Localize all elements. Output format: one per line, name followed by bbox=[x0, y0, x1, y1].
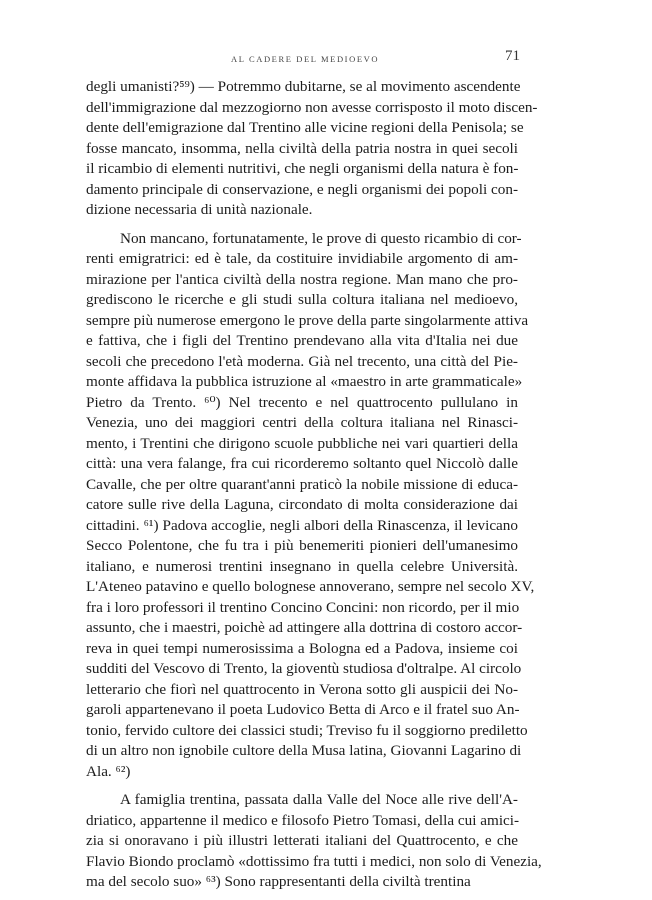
text-line: Ala. ⁶²) bbox=[86, 762, 131, 780]
text-line: ma del secolo suo» ⁶³) Sono rappresentanti della civiltà trentina bbox=[86, 873, 471, 890]
text-line: città: una vera falange, fra cui ricorderemo soltanto quel Niccolò dalle bbox=[86, 455, 518, 472]
text-line: Secco Polentone, che fu tra i più benemeriti pionieri dell'umanesimo bbox=[86, 537, 518, 554]
page-number: 71 bbox=[505, 48, 520, 64]
text-line: dizione necessaria di unità nazionale. bbox=[86, 201, 313, 218]
text-line: Pietro da Trento. ⁶⁰) Nel trecento e nel quattrocento pullulano in bbox=[86, 393, 518, 411]
text-line: mento, i Trentini che dirigono scuole pubbliche nei vari quartieri della bbox=[86, 434, 518, 452]
text-line: garoli appartenevano il poeta Ludovico Betta di Arco e il fratel suo An- bbox=[86, 701, 520, 718]
text-line: sempre più numerose emergono le prove della parte singolarmente attiva bbox=[86, 311, 529, 329]
text-line: assunto, che i maestri, poichè ad attingere alla dottrina di costoro accor- bbox=[86, 619, 523, 636]
text-line: Cavalle, che per oltre quarant'anni praticò la nobile missione di educa- bbox=[86, 475, 518, 493]
text-line: L'Ateneo patavino e quello bolognese annoverano, sempre nel secolo XV, bbox=[86, 578, 535, 595]
text-line: Flavio Biondo proclamò «dottissimo fra tutti i medici, non solo di Venezia, bbox=[86, 852, 542, 870]
text-line: secoli che precedono l'età moderna. Già nel trecento, una città del Pie- bbox=[86, 352, 518, 370]
text-line: zia si onoravano i più illustri letterati italiani del Quattrocento, e che bbox=[86, 832, 518, 849]
text-line: italiano, e numerosi trentini insegnano in quella celebre Università. bbox=[86, 557, 518, 575]
text-line: tonio, fervido cultore dei classici studi; Treviso fu il soggiorno prediletto bbox=[86, 721, 528, 739]
text-line: driatico, appartenne il medico e filosofo Pietro Tomasi, della cui amici- bbox=[86, 811, 520, 829]
text-line: cittadini. ⁶¹) Padova accoglie, negli albori della Rinascenza, il levicano bbox=[86, 516, 518, 534]
text-line: mirazione per l'antica civiltà della nostra regione. Man mano che pro- bbox=[86, 270, 518, 288]
text-line: dente dell'emigrazione dal Trentino alle vicine regioni della Penisola; se bbox=[86, 119, 524, 136]
text-line: letterario che fiorì nel quattrocento in Verona sotto gli auspicii dei No- bbox=[86, 680, 518, 698]
text-line: e fattiva, che i figli del Trentino prendevano alla vita d'Italia nei due bbox=[86, 332, 518, 349]
text-line: renti emigratrici: ed è tale, da costituire invidiabile argomento di am- bbox=[86, 250, 518, 267]
text-line: catore sulle rive della Laguna, circondato di molta considerazione dai bbox=[86, 496, 518, 513]
text-line: degli umanisti?⁵⁹) — Potremmo dubitarne, se al movimento ascendente bbox=[86, 78, 521, 95]
text-line: grediscono le ricerche e gli studi sulla coltura italiana nel medioevo, bbox=[86, 291, 518, 308]
body-text bbox=[86, 77, 542, 893]
text-line: sudditi del Vescovo di Trento, la gioventù studiosa d'oltralpe. Al circolo bbox=[86, 660, 522, 677]
text-line: A famiglia trentina, passata dalla Valle del Noce alle rive dell'A- bbox=[120, 791, 518, 808]
text-line: il ricambio di elementi nutritivi, che negli organismi della natura è fon- bbox=[86, 160, 519, 177]
text-line: Venezia, uno dei maggiori centri della coltura italiana nel Rinasci- bbox=[86, 414, 518, 431]
paragraph-gap bbox=[86, 221, 518, 229]
text-line: fra i loro professori il trentino Concino Concini: non ricordo, per il mio bbox=[86, 598, 520, 616]
text-line: dell'immigrazione dal mezzogiorno non avesse corrisposto il moto discen- bbox=[86, 98, 538, 116]
text-line: damento principale di conservazione, e negli organismi dei popoli con- bbox=[86, 180, 518, 198]
text-line: Non mancano, fortunatamente, le prove di questo ricambio di cor- bbox=[120, 229, 522, 247]
text-line: fosse mancato, insomma, nella civiltà della patria nostra in quei secoli bbox=[86, 139, 518, 157]
text-line: reva in quei tempi numerosissima a Bologna ed a Padova, insieme coi bbox=[86, 639, 518, 657]
paragraph-gap bbox=[86, 782, 518, 790]
text-line: di un altro non ignobile cultore della Musa latina, Giovanni Lagarino di bbox=[86, 742, 522, 759]
running-title: AL CADERE DEL MEDIOEVO bbox=[231, 54, 380, 64]
text-line: monte affidava la pubblica istruzione al «maestro in arte grammaticale» bbox=[86, 373, 523, 390]
